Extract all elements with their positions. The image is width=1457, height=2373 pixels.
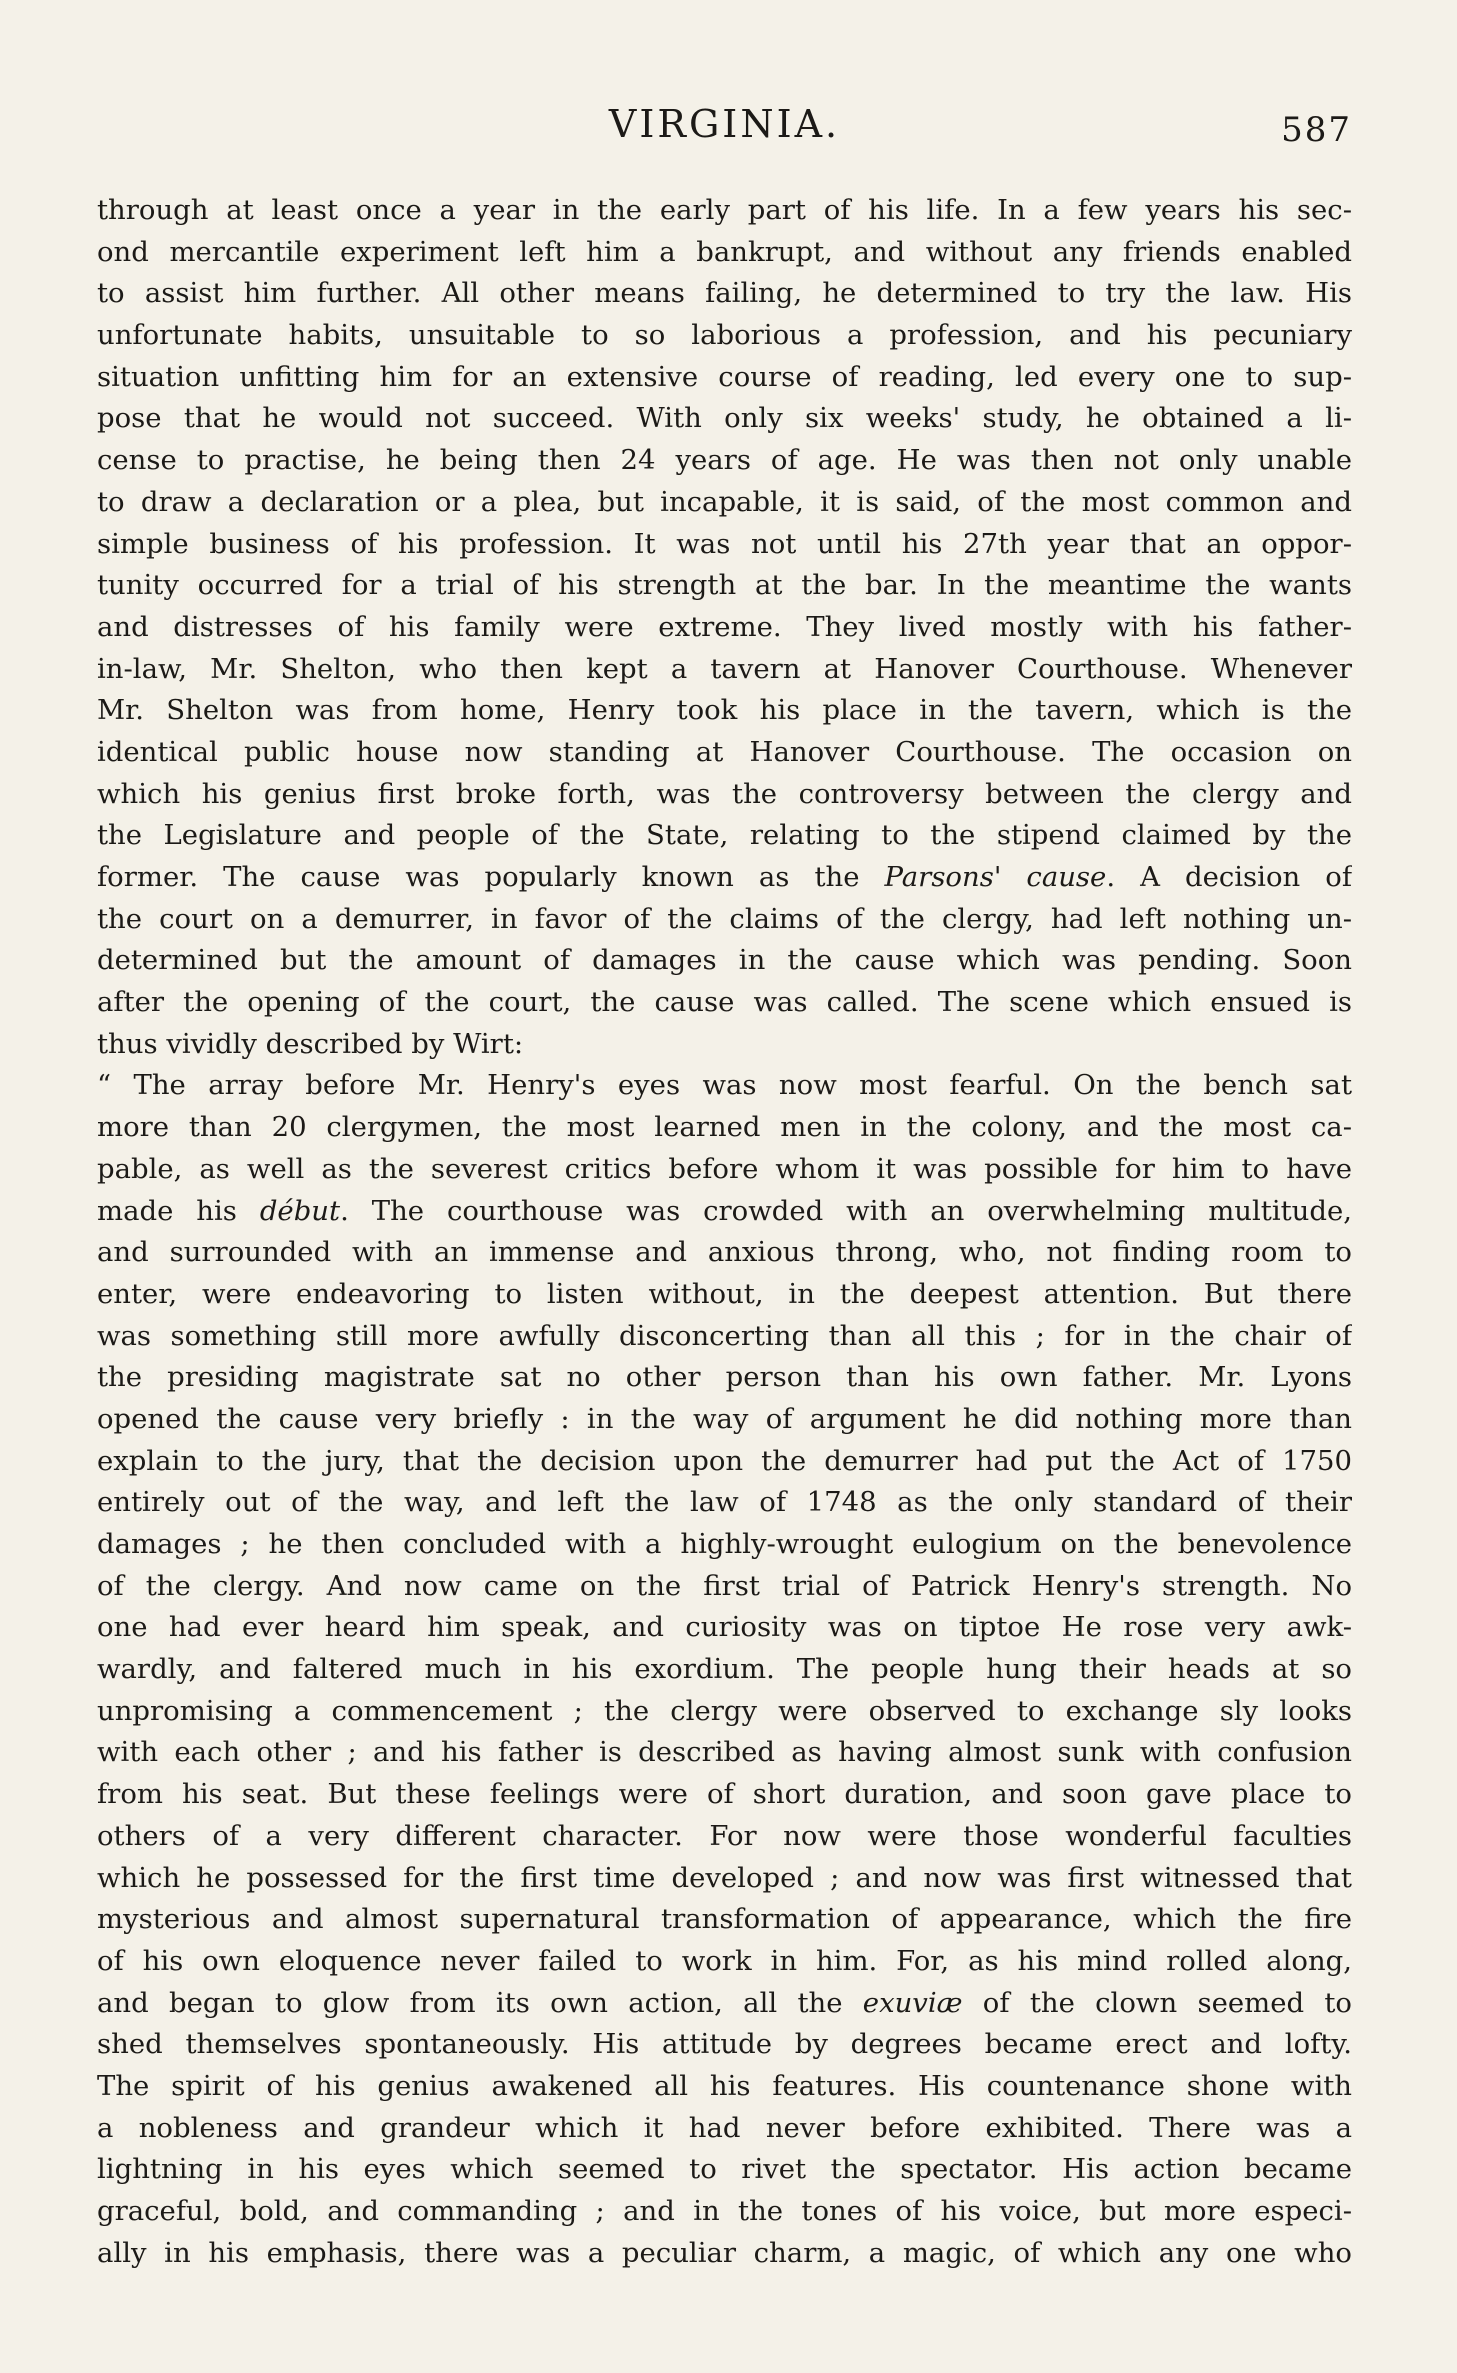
text-line: with each other ; and his father is described as having almost sunk with confusion xyxy=(97,1736,1352,1769)
text-line: more than 20 clergymen, the most learned men in the colony, and the most ca- xyxy=(97,1111,1352,1144)
text-line: The spirit of his genius awakened all his features. His countenance shone with xyxy=(97,2069,1352,2102)
text-line: the Legislature and people of the State, relating to the stipend claimed by the xyxy=(97,819,1352,852)
text-line: identical public house now standing at Hanover Courthouse. The occasion on xyxy=(97,735,1352,768)
text-line: through at least once a year in the early part of his life. In a few years his sec- xyxy=(97,194,1352,226)
text-line: thus vividly described by Wirt: xyxy=(97,1027,524,1060)
text-line: ally in his emphasis, there was a peculiar charm, a magic, of which any one who xyxy=(97,2236,1352,2269)
text-line: damages ; he then concluded with a highly-wrought eulogium on the benevolence xyxy=(97,1528,1352,1560)
text-line: “ The array before Mr. Henry's eyes was now most fearful. On the bench sat xyxy=(97,1069,1352,1102)
text-line: simple business of his profession. It was not until his 27th year that an oppor- xyxy=(97,527,1352,560)
page-number: 587 xyxy=(1281,110,1352,150)
text-line: a nobleness and grandeur which it had never before exhibited. There was a xyxy=(97,2111,1352,2144)
text-line: mysterious and almost supernatural transformation of appearance, which the fire xyxy=(97,1903,1352,1936)
text-line: shed themselves spontaneously. His attitude by degrees became erect and lofty. xyxy=(97,2028,1352,2061)
text-line: pable, as well as the severest critics before whom it was possible for him to have xyxy=(97,1152,1352,1185)
text-line: situation unfitting him for an extensive course of reading, led every one to sup- xyxy=(97,360,1352,393)
running-title: VIRGINIA. xyxy=(608,102,841,146)
text-line: and surrounded with an immense and anxious throng, who, not finding room to xyxy=(97,1236,1352,1269)
text-line: unfortunate habits, unsuitable to so laborious a profession, and his pecuniary xyxy=(97,319,1352,352)
text-line: after the opening of the court, the cause was called. The scene which ensued is xyxy=(97,986,1352,1019)
text-line: wardly, and faltered much in his exordium. The people hung their heads at so xyxy=(97,1653,1352,1686)
text-line: the court on a demurrer, in favor of the claims of the clergy, had left nothing un- xyxy=(97,902,1352,935)
text-line: lightning in his eyes which seemed to rivet the spectator. His action became xyxy=(97,2153,1352,2186)
text-line: made his début. The courthouse was crowded with an overwhelming multitude, xyxy=(97,1194,1352,1227)
body-text xyxy=(97,190,1352,2274)
text-line: cense to practise, he being then 24 years of age. He was then not only unable xyxy=(97,444,1352,477)
text-line: which he possessed for the first time developed ; and now was first witnessed that xyxy=(97,1861,1352,1894)
text-line: ond mercantile experiment left him a bankrupt, and without any friends enabled xyxy=(97,235,1352,268)
text-line: one had ever heard him speak, and curiosity was on tiptoe He rose very awk- xyxy=(97,1611,1352,1644)
text-line: former. The cause was popularly known as the Parsons' cause. A decision of xyxy=(97,861,1352,893)
text-line: enter, were endeavoring to listen without, in the deepest attention. But there xyxy=(97,1277,1352,1310)
text-line: Mr. Shelton was from home, Henry took his place in the tavern, which is the xyxy=(97,694,1352,727)
text-line: unpromising a commencement ; the clergy were observed to exchange sly looks xyxy=(97,1694,1352,1727)
text-line: from his seat. But these feelings were of short duration, and soon gave place to xyxy=(97,1778,1352,1811)
text-line: pose that he would not succeed. With only six weeks' study, he obtained a li- xyxy=(97,402,1352,435)
text-line: graceful, bold, and commanding ; and in the tones of his voice, but more especi- xyxy=(97,2195,1352,2227)
text-line: the presiding magistrate sat no other person than his own father. Mr. Lyons xyxy=(97,1361,1352,1394)
text-line: entirely out of the way, and left the law of 1748 as the only standard of their xyxy=(97,1486,1352,1519)
text-line: of the clergy. And now came on the first trial of Patrick Henry's strength. No xyxy=(97,1569,1352,1602)
text-line: tunity occurred for a trial of his strength at the bar. In the meantime the wants xyxy=(97,569,1352,602)
running-head xyxy=(97,102,1352,152)
text-line: determined but the amount of damages in the cause which was pending. Soon xyxy=(97,944,1352,977)
text-line: to assist him further. All other means failing, he determined to try the law. His xyxy=(97,277,1352,310)
text-line: to draw a declaration or a plea, but incapable, it is said, of the most common and xyxy=(97,485,1352,518)
text-line: which his genius first broke forth, was the controversy between the clergy and xyxy=(97,777,1352,810)
text-line: and distresses of his family were extreme. They lived mostly with his father- xyxy=(97,610,1352,643)
text-line: in-law, Mr. Shelton, who then kept a tavern at Hanover Courthouse. Whenever xyxy=(97,652,1352,685)
text-line: of his own eloquence never failed to work in him. For, as his mind rolled along, xyxy=(97,1944,1352,1977)
text-line: and began to glow from its own action, all the exuviæ of the clown seemed to xyxy=(97,1986,1352,2019)
text-line: others of a very different character. For now were those wonderful faculties xyxy=(97,1819,1352,1852)
text-line: was something still more awfully disconcerting than all this ; for in the chair of xyxy=(97,1319,1352,1352)
text-line: opened the cause very briefly : in the way of argument he did nothing more than xyxy=(97,1402,1352,1435)
text-line: explain to the jury, that the decision upon the demurrer had put the Act of 1750 xyxy=(97,1444,1352,1477)
